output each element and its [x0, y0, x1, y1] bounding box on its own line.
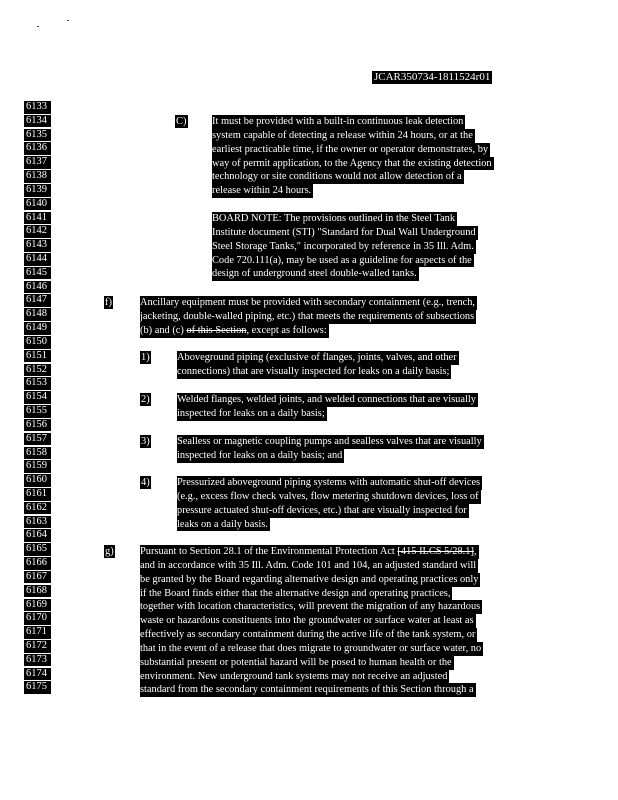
text-line: standard from the secondary containment requirements of this Section through a [140, 684, 474, 696]
text-run: , [473, 546, 477, 557]
line-number: 6167 [24, 571, 51, 584]
text-line: substantial present or potential hazard will be posed to human health or the [140, 656, 452, 668]
line-number: 6140 [24, 198, 51, 211]
text-line: release within 24 hours. [212, 185, 312, 197]
text-line: It must be provided with a built-in continuous leak detection [212, 116, 464, 127]
sub-label-2: 2) [141, 394, 150, 405]
text-line: system capable of detecting a release within 24 hours, or at the [212, 129, 473, 141]
line-number: 6148 [24, 308, 51, 321]
line-number: 6161 [24, 488, 51, 501]
line-number: 6153 [24, 377, 51, 390]
item-f-text [140, 296, 477, 338]
sub-item-1-text [177, 351, 459, 379]
line-number: 6170 [24, 612, 51, 625]
item-label-f: f) [105, 297, 112, 308]
line-number: 6155 [24, 405, 51, 418]
text-line: way of permit application, to the Agency that the existing detection [212, 157, 492, 169]
line-number: 6137 [24, 156, 51, 169]
scan-speck [37, 26, 39, 27]
text-line [140, 324, 329, 338]
line-number: 6157 [24, 433, 51, 446]
item-g-text [140, 545, 483, 697]
sub-item-4-text [177, 476, 482, 531]
line-number: 6174 [24, 668, 51, 681]
line-number: 6154 [24, 391, 51, 404]
struck-text: of this Section [186, 324, 247, 336]
line-number: 6159 [24, 460, 51, 473]
text-line: that in the event of a release that does migrate to groundwater or surface water, no [140, 642, 482, 654]
line-number: 6173 [24, 654, 51, 667]
text-line: inspected for leaks on a daily basis; and [177, 449, 343, 461]
line-number: 6160 [24, 474, 51, 487]
line-number: 6149 [24, 322, 51, 335]
text-line: (e.g., excess flow check valves, flow metering shutdown devices, loss of [177, 490, 479, 502]
line-number: 6136 [24, 142, 51, 155]
line-number: 6145 [24, 267, 51, 280]
line-number: 6143 [24, 239, 51, 252]
text-line: effectively as secondary containment during the active life of the tank system, or [140, 629, 476, 641]
line-number: 6168 [24, 585, 51, 598]
sub-label-3: 3) [141, 436, 150, 447]
text-line: jacketing, double-walled piping, etc.) that meets the requirements of subsections [140, 310, 475, 322]
text-line: leaks on a daily basis. [177, 518, 268, 530]
struck-text: [415 ILCS 5/28.1] [397, 546, 474, 557]
text-line: Code 720.111(a), may be used as a guideline for aspects of the [212, 254, 472, 266]
line-number: 6150 [24, 336, 51, 349]
line-number: 6138 [24, 170, 51, 183]
text-line: connections) that are visually inspected for leaks on a daily basis; [177, 365, 450, 377]
line-number: 6135 [24, 129, 51, 142]
text-line: pressure actuated shut-off devices, etc.) that are visually inspected for [177, 504, 467, 516]
sub-label-1: 1) [141, 352, 150, 363]
item-c-text [212, 115, 494, 198]
line-number: 6134 [24, 115, 51, 128]
line-number: 6146 [24, 281, 51, 294]
line-number: 6163 [24, 516, 51, 529]
text-line: Sealless or magnetic coupling pumps and sealless valves that are visually [177, 436, 482, 447]
line-number: 6171 [24, 626, 51, 639]
line-number: 6165 [24, 543, 51, 556]
line-number: 6164 [24, 529, 51, 542]
text-line: inspected for leaks on a daily basis; [177, 407, 325, 419]
line-number: 6166 [24, 557, 51, 570]
line-number: 6144 [24, 253, 51, 266]
line-number: 6175 [24, 681, 51, 694]
text-line: if the Board finds either that the alternative design and operating practices, [140, 587, 451, 599]
text-line: Pressurized aboveground piping systems with automatic shut-off devices [177, 477, 481, 488]
line-number: 6147 [24, 294, 51, 307]
sub-item-2-text [177, 393, 478, 421]
sub-item-3-text [177, 435, 484, 463]
text-line: BOARD NOTE: The provisions outlined in the Steel Tank [212, 213, 456, 224]
text-line: earliest practicable time, if the owner or operator demonstrates, by [212, 143, 489, 155]
line-number: 6162 [24, 502, 51, 515]
line-number: 6151 [24, 350, 51, 363]
line-number: 6172 [24, 640, 51, 653]
text-line [140, 545, 479, 559]
sub-label-4: 4) [141, 477, 150, 488]
line-number: 6139 [24, 184, 51, 197]
line-number: 6152 [24, 364, 51, 377]
scan-speck [67, 20, 69, 21]
text-line: technology or site conditions would not allow detection of a [212, 171, 462, 183]
line-number: 6169 [24, 599, 51, 612]
text-line: and in accordance with 35 Ill. Adm. Code 101 and 104, an adjusted standard will [140, 559, 477, 571]
text-line: together with location characteristics, will prevent the migration of any hazardous [140, 601, 481, 613]
text-line: be granted by the Board regarding alternative design and operating practices only [140, 573, 479, 585]
text-line: Aboveground piping (exclusive of flanges, joints, valves, and other [177, 352, 457, 363]
document-code: JCAR350734-1811524r01 [374, 71, 491, 83]
text-line: waste or hazardous constituents into the groundwater or surface water at least as [140, 615, 474, 627]
text-line: design of underground steel double-walled tanks. [212, 268, 417, 280]
text-line: Steel Storage Tanks," incorporated by reference in 35 Ill. Adm. [212, 240, 474, 252]
text-line: Institute document (STI) "Standard for Dual Wall Underground [212, 226, 476, 238]
line-number: 6141 [24, 212, 51, 225]
item-label-g: g) [105, 546, 114, 557]
text-run: (b) and (c) [140, 324, 187, 336]
text-run: Pursuant to Section 28.1 of the Environmental Protection Act [140, 546, 398, 557]
text-line: Ancillary equipment must be provided with secondary containment (e.g., trench, [140, 297, 476, 308]
line-number: 6142 [24, 225, 51, 238]
line-number: 6158 [24, 447, 51, 460]
text-line: Welded flanges, welded joints, and welded connections that are visually [177, 394, 476, 405]
line-number: 6156 [24, 419, 51, 432]
board-note [212, 212, 478, 281]
item-label-c: C) [176, 116, 187, 127]
text-line: environment. New underground tank systems may not receive an adjusted [140, 670, 448, 682]
line-number: 6133 [24, 101, 51, 114]
text-run: , except as follows: [246, 324, 327, 336]
